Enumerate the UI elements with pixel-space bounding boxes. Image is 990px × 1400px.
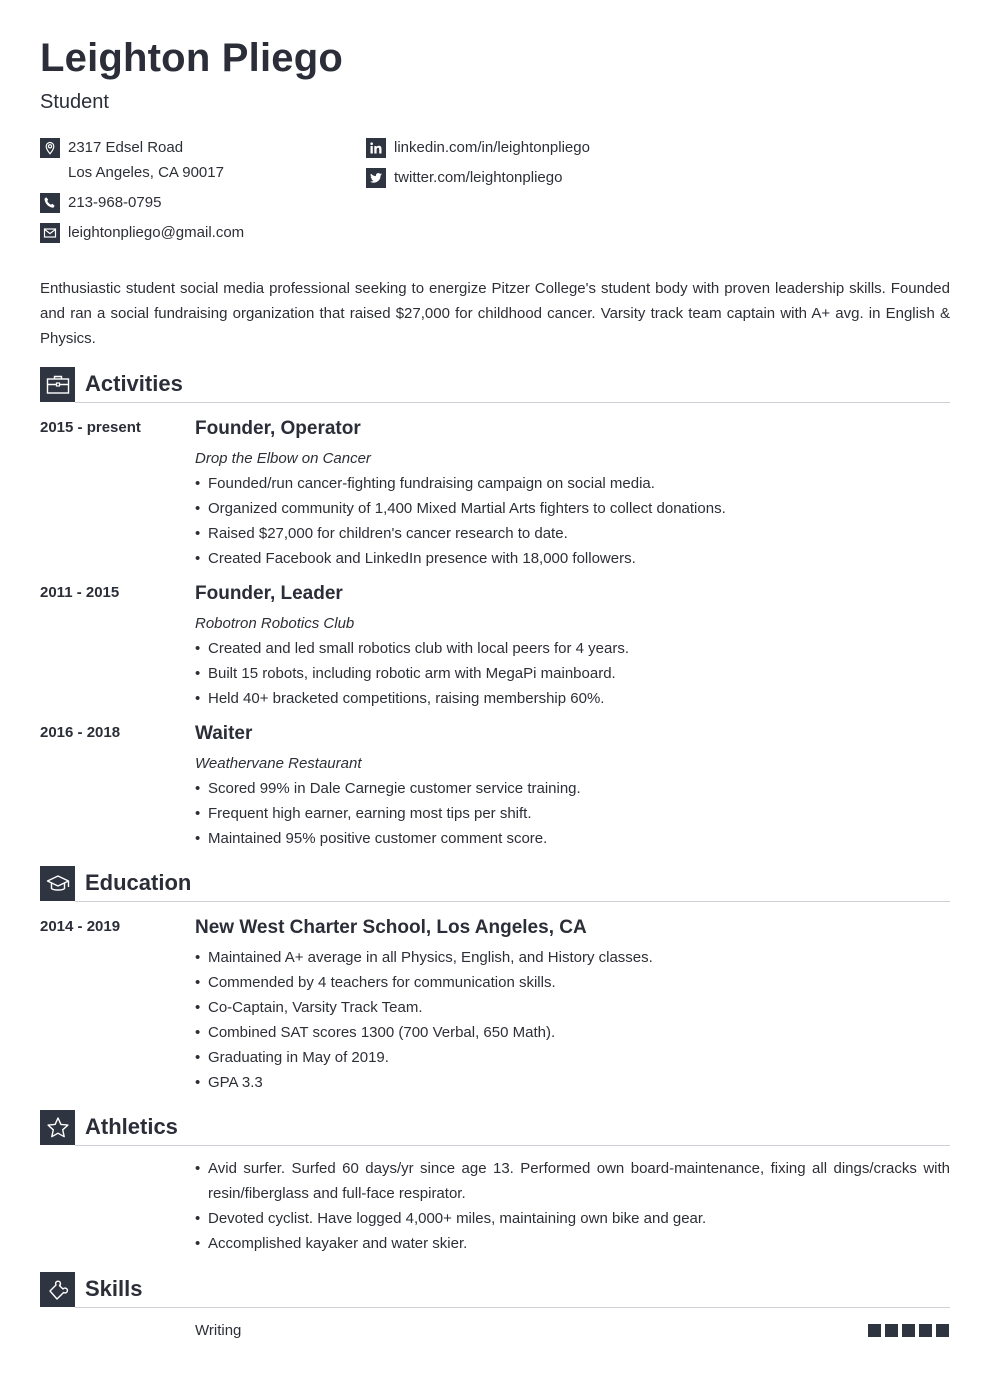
section-skills-header xyxy=(40,1272,950,1308)
skill-row xyxy=(195,1320,950,1344)
contact-left xyxy=(40,137,244,252)
twitter-icon xyxy=(366,168,386,188)
bullet-item: • Held 40+ bracketed competitions, raising membership 60%. xyxy=(195,686,950,711)
section-title-skills: Skills xyxy=(85,1276,143,1301)
section-title-activities: Activities xyxy=(85,371,183,396)
school-name: New West Charter School, Los Angeles, CA xyxy=(195,917,587,938)
phone-number[interactable]: 213-968-0795 xyxy=(68,194,162,211)
bullet-item: • Co-Captain, Varsity Track Team. xyxy=(195,995,950,1020)
skill-name: Writing xyxy=(195,1322,242,1339)
bullet-item: • Maintained 95% positive customer comment score. xyxy=(195,826,950,851)
section-activities-header xyxy=(40,367,950,403)
entry-title: Founder, Leader xyxy=(195,583,343,604)
star-icon xyxy=(40,1110,75,1145)
address-line-2: Los Angeles, CA 90017 xyxy=(68,164,224,181)
bullet-item: • Devoted cyclist. Have logged 4,000+ miles, maintaining own bike and gear. xyxy=(195,1206,950,1231)
envelope-icon xyxy=(40,223,60,243)
section-education-header xyxy=(40,866,950,902)
skill-level-square xyxy=(936,1324,949,1337)
section-divider xyxy=(75,402,950,403)
bullet-item: • Created and led small robotics club with local peers for 4 years. xyxy=(195,636,950,661)
bullet-item: • GPA 3.3 xyxy=(195,1070,950,1095)
email-address[interactable]: leightonpliego@gmail.com xyxy=(68,224,245,241)
contact-address xyxy=(40,137,244,192)
entry-date: 2014 - 2019 xyxy=(40,918,121,935)
bullet-item: • Scored 99% in Dale Carnegie customer service training. xyxy=(195,776,950,801)
skill-level-rating xyxy=(868,1324,949,1337)
bullet-item: • Created Facebook and LinkedIn presence with 18,000 followers. xyxy=(195,546,950,571)
puzzle-piece-icon xyxy=(40,1272,75,1307)
skill-level-square xyxy=(919,1324,932,1337)
bullet-item: • Maintained A+ average in all Physics, English, and History classes. xyxy=(195,945,950,970)
section-divider xyxy=(75,901,950,902)
bullet-item: • Accomplished kayaker and water skier. xyxy=(195,1231,950,1256)
contact-phone xyxy=(40,192,244,222)
skill-level-square xyxy=(885,1324,898,1337)
section-divider xyxy=(75,1307,950,1308)
bullet-item: • Built 15 robots, including robotic arm with MegaPi mainboard. xyxy=(195,661,950,686)
linkedin-icon xyxy=(366,138,386,158)
bullet-item: • Combined SAT scores 1300 (700 Verbal, 650 Math). xyxy=(195,1020,950,1045)
entry-organization: Robotron Robotics Club xyxy=(195,615,355,632)
contact-right xyxy=(366,137,590,197)
graduation-cap-icon xyxy=(40,866,75,901)
entry-date: 2015 - present xyxy=(40,419,141,436)
location-pin-icon xyxy=(40,138,60,158)
section-divider xyxy=(75,1145,950,1146)
candidate-name: Leighton Pliego xyxy=(40,36,343,80)
bullet-item: • Founded/run cancer-fighting fundraising campaign on social media. xyxy=(195,471,950,496)
entry-organization: Weathervane Restaurant xyxy=(195,755,362,772)
bullet-item: • Raised $27,000 for children's cancer research to date. xyxy=(195,521,950,546)
entry-date: 2016 - 2018 xyxy=(40,724,121,741)
phone-icon xyxy=(40,193,60,213)
entry-title: Waiter xyxy=(195,723,253,744)
contact-email xyxy=(40,222,244,252)
entry-title: Founder, Operator xyxy=(195,418,361,439)
profile-summary: Enthusiastic student social media professional seeking to energize Pitzer College's student body with proven leadership skills. Founded and ran a social fundraising organization that raised $27,000 for childhood cancer. Varsity track team captain with A+ avg. in English & Physics. xyxy=(40,280,950,347)
briefcase-icon xyxy=(40,367,75,402)
entry-date: 2011 - 2015 xyxy=(40,584,120,601)
twitter-link[interactable]: twitter.com/leightonpliego xyxy=(394,169,563,186)
linkedin-link[interactable]: linkedin.com/in/leightonpliego xyxy=(394,139,590,156)
section-title-athletics: Athletics xyxy=(85,1114,178,1139)
bullet-item: • Organized community of 1,400 Mixed Martial Arts fighters to collect donations. xyxy=(195,496,950,521)
entry-organization: Drop the Elbow on Cancer xyxy=(195,450,371,467)
address-line-1: 2317 Edsel Road xyxy=(68,139,184,156)
bullet-item: • Commended by 4 teachers for communication skills. xyxy=(195,970,950,995)
skill-level-square xyxy=(902,1324,915,1337)
contact-linkedin xyxy=(366,137,590,167)
bullet-item: • Frequent high earner, earning most tips per shift. xyxy=(195,801,950,826)
skill-level-square xyxy=(868,1324,881,1337)
contact-twitter xyxy=(366,167,590,197)
section-athletics-header xyxy=(40,1110,950,1146)
bullet-item: • Graduating in May of 2019. xyxy=(195,1045,950,1070)
bullet-item: • Avid surfer. Surfed 60 days/yr since age 13. Performed own board-maintenance, fixing all dings/cracks with resin/fiberglass and full-face respirator. xyxy=(195,1156,950,1206)
candidate-title: Student xyxy=(40,91,109,113)
section-title-education: Education xyxy=(85,870,192,895)
